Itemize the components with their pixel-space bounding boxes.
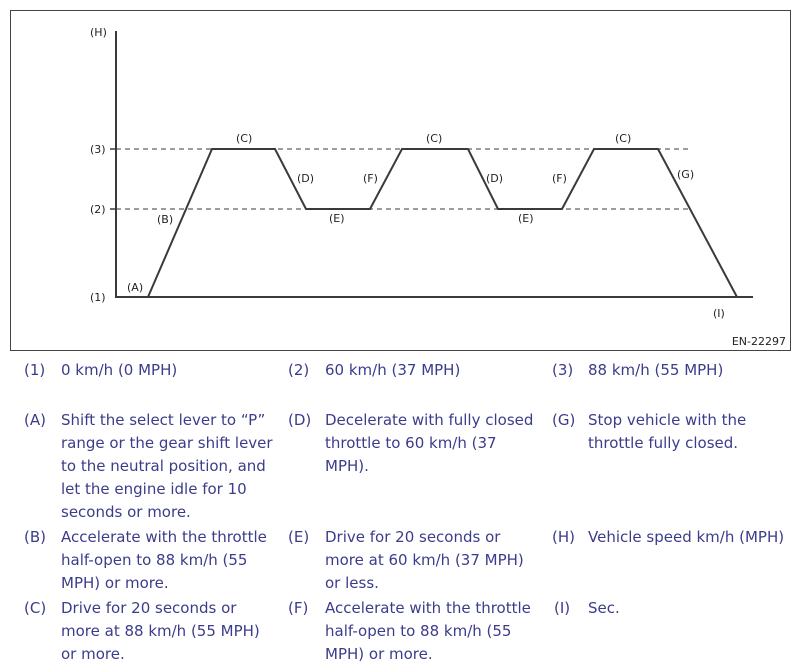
label-H: (H) [90, 26, 107, 39]
legend-key-D: (D) [288, 411, 312, 429]
legend-text-2: 60 km/h (37 MPH) [325, 361, 461, 379]
legend-text-I: Sec. [588, 599, 620, 617]
legend-text-F: Accelerate with the throttle half-open to 88 km/h (55 MPH) or more. [325, 599, 531, 663]
label-I: (I) [713, 307, 725, 320]
segment-label-D-2: (D) [486, 172, 504, 185]
legend-text-B: Accelerate with the throttle half-open to 88 km/h (55 MPH) or more. [61, 528, 267, 592]
legend-key-I: (I) [554, 599, 571, 617]
segment-label-A: (A) [127, 281, 144, 294]
label-3: (3) [90, 143, 106, 156]
legend-key-G: (G) [552, 411, 576, 429]
legend-key-A: (A) [24, 411, 46, 429]
legend-key-3: (3) [552, 361, 574, 379]
legend-key-E: (E) [288, 528, 310, 546]
legend-key-H: (H) [552, 528, 575, 546]
figure-id: EN-22297 [731, 335, 786, 348]
label-1: (1) [90, 291, 106, 304]
legend-text-G: Stop vehicle with the throttle fully closed. [588, 411, 747, 452]
label-2: (2) [90, 203, 106, 216]
legend-key-F: (F) [288, 599, 309, 617]
segment-label-E-1: (E) [329, 212, 345, 225]
legend-key-C: (C) [24, 599, 47, 617]
segment-label-F-2: (F) [552, 172, 567, 185]
segment-label-G: (G) [677, 168, 695, 181]
legend-text-E: Drive for 20 seconds or more at 60 km/h (37 MPH) or less. [325, 528, 524, 592]
legend-text-H: Vehicle speed km/h (MPH) [588, 528, 785, 546]
segment-label-C-1: (C) [236, 132, 253, 145]
legend-key-2: (2) [288, 361, 310, 379]
segment-label-B: (B) [157, 213, 174, 226]
segment-label-D-1: (D) [297, 172, 315, 185]
legend-text-C: Drive for 20 seconds or more at 88 km/h (55 MPH) or more. [61, 599, 260, 663]
segment-label-C-2: (C) [426, 132, 443, 145]
legend-text-A: Shift the select lever to “P” range or the gear shift lever to the neutral position, and let the engine idle for 10 seconds or more. [61, 411, 273, 521]
segment-label-F-1: (F) [363, 172, 378, 185]
legend-key-B: (B) [24, 528, 46, 546]
segment-label-E-2: (E) [518, 212, 534, 225]
legend-text-D: Decelerate with fully closed throttle to 60 km/h (37 MPH). [325, 411, 534, 475]
segment-label-C-3: (C) [615, 132, 632, 145]
legend-text-1: 0 km/h (0 MPH) [61, 361, 178, 379]
legend-text-3: 88 km/h (55 MPH) [588, 361, 724, 379]
legend-key-1: (1) [24, 361, 46, 379]
